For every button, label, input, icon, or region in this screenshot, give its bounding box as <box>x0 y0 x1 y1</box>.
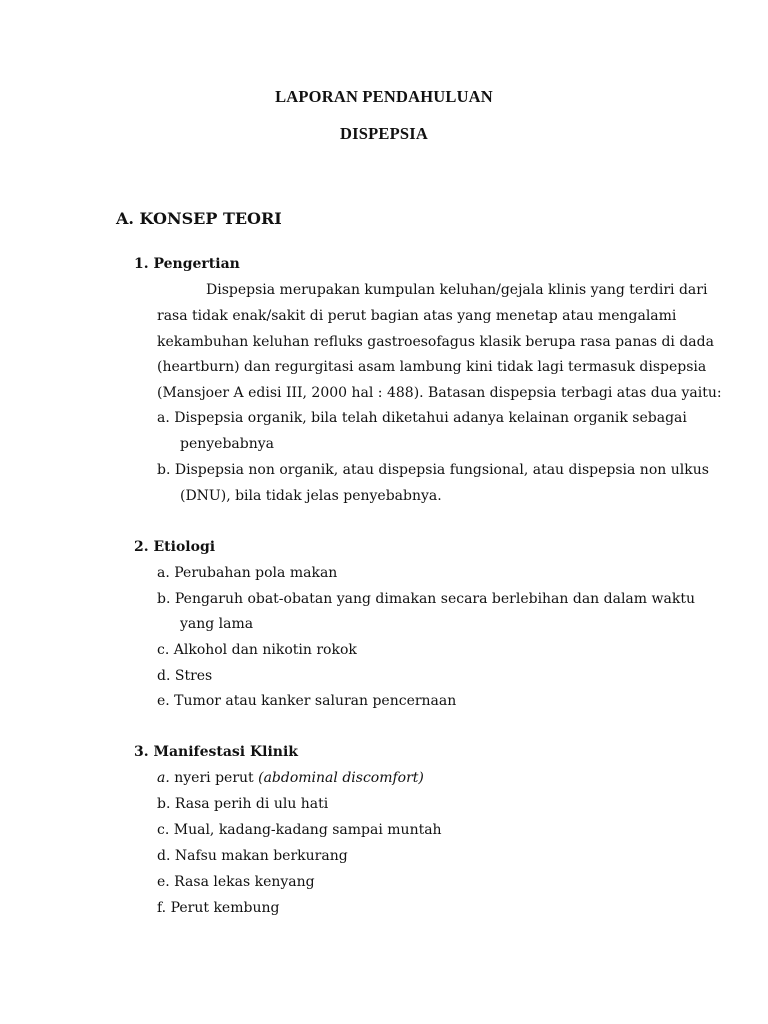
list-item-continuation: yang lama <box>180 616 254 632</box>
list-item: b. Dispepsia non organik, atau dispepsia fungsional, atau dispepsia non ulkus <box>157 462 709 478</box>
list-item: f. Perut kembung <box>157 900 280 916</box>
subsection-heading-etiologi: 2. Etiologi <box>134 539 216 555</box>
list-item: e. Tumor atau kanker saluran pencernaan <box>157 693 457 709</box>
list-item: b. Pengaruh obat-obatan yang dimakan secara berlebihan dan dalam waktu <box>157 591 695 607</box>
list-item: d. Stres <box>157 668 213 684</box>
subsection-heading-manifestasi: 3. Manifestasi Klinik <box>134 744 298 760</box>
list-item: a. Dispepsia organik, bila telah diketahui adanya kelainan organik sebagai <box>157 410 687 426</box>
list-item-continuation: penyebabnya <box>180 436 275 452</box>
paragraph-line: (heartburn) dan regurgitasi asam lambung kini tidak lagi termasuk dispepsia <box>157 359 707 375</box>
subsection-heading-pengertian: 1. Pengertian <box>134 256 240 272</box>
document-title: LAPORAN PENDAHULUAN <box>275 87 493 106</box>
list-item: a. Perubahan pola makan <box>157 565 338 581</box>
document-subtitle: DISPEPSIA <box>340 124 428 143</box>
list-marker: a. <box>157 770 170 786</box>
paragraph-line: Dispepsia merupakan kumpulan keluhan/gejala klinis yang terdiri dari <box>206 282 708 298</box>
list-item-continuation: (DNU), bila tidak jelas penyebabnya. <box>180 488 442 504</box>
list-item-text: nyeri perut <box>169 770 259 786</box>
paragraph-line: kekambuhan keluhan refluks gastroesofagus klasik berupa rasa panas di dada <box>157 334 714 350</box>
list-item: b. Rasa perih di ulu hati <box>157 796 329 812</box>
paragraph-line: (Mansjoer A edisi III, 2000 hal : 488). Batasan dispepsia terbagi atas dua yaitu: <box>157 385 722 401</box>
paragraph-line: rasa tidak enak/sakit di perut bagian atas yang menetap atau mengalami <box>157 308 677 324</box>
list-item-italic-term: (abdominal discomfort) <box>258 770 424 786</box>
section-heading: A. KONSEP TEORI <box>116 209 282 228</box>
list-item: c. Mual, kadang-kadang sampai muntah <box>157 822 442 838</box>
list-item: e. Rasa lekas kenyang <box>157 874 315 890</box>
list-item: c. Alkohol dan nikotin rokok <box>157 642 357 658</box>
list-item: d. Nafsu makan berkurang <box>157 848 348 864</box>
list-item <box>157 769 424 787</box>
